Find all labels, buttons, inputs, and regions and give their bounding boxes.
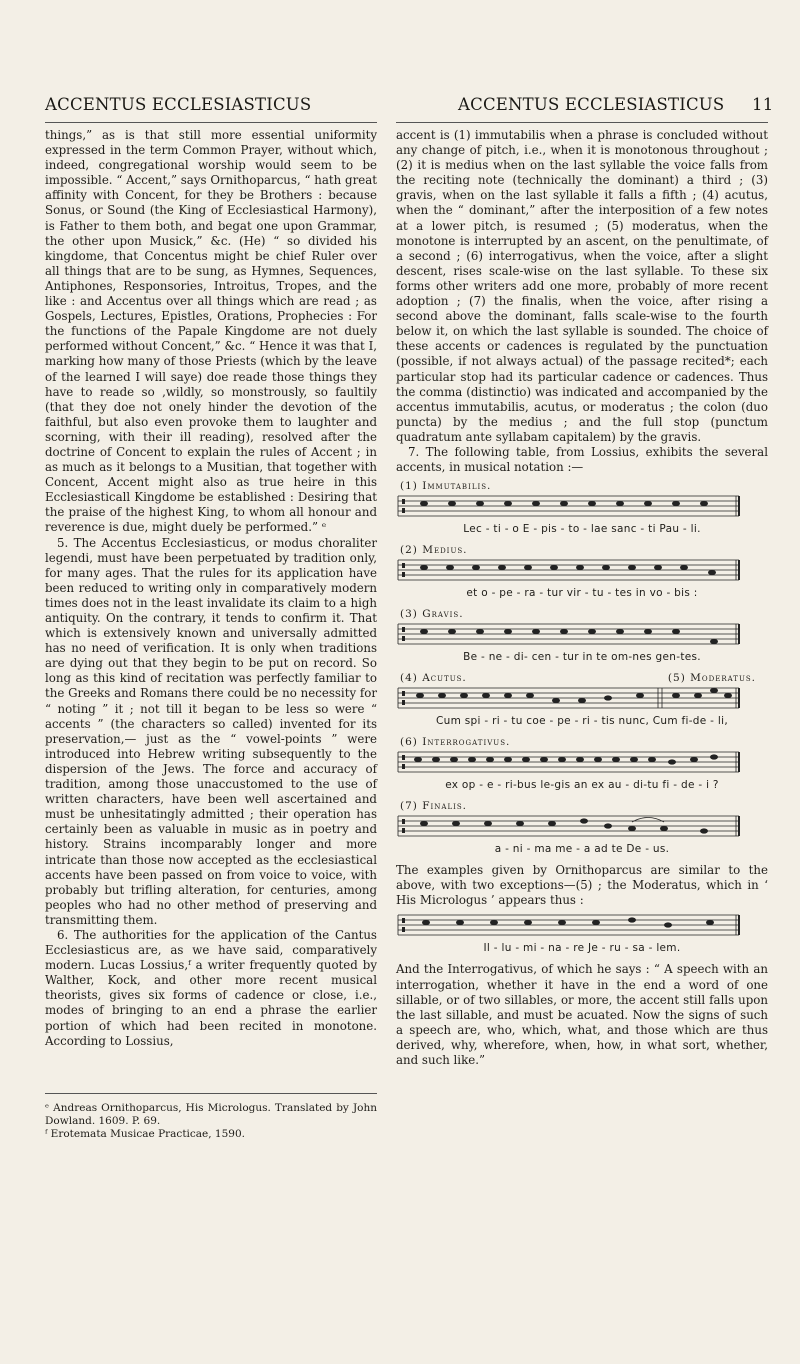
example-lyric: ex op - e - ri-bus le-gis an ex au - di-tu fi - de - i ? xyxy=(445,779,719,792)
music-staff xyxy=(396,621,741,647)
example-moderatus-micrologus xyxy=(396,912,768,956)
example-lyric: Lec - ti - o E - pis - to - lae sanc - ti Pau - li. xyxy=(463,523,701,536)
paragraph-ornithoparcus-examples: The examples given by Ornithoparcus are similar to the above, with two exceptions—(5) ; the Moderatus, which in ‘ His Micrologus ’ appears thus : xyxy=(396,863,768,908)
example-gravis xyxy=(396,607,768,665)
left-column xyxy=(45,128,377,1141)
music-staff xyxy=(396,749,741,775)
example-finalis xyxy=(396,799,768,857)
example-label-acutus: (4) Acutus. xyxy=(400,672,467,685)
music-staff xyxy=(396,493,741,519)
example-lyric: a - ni - ma me - a ad te De - us. xyxy=(494,843,670,856)
left-running-title: ACCENTUS ECCLESIASTICUS xyxy=(45,95,312,114)
running-header xyxy=(0,95,800,119)
example-label-moderatus: (5) Moderatus. xyxy=(667,672,756,685)
paragraph-accent-definitions: accent is (1) immutabilis when a phrase is concluded without any change of pitch, i.e., when it is monotonous throughout ; (2) it is medius when on the last syllable the voice falls from the reciting note (technically the dominant) a third ; (3) gravis, when on the last syllable it falls a fifth ; (4) acutus, when the “ dominant,” after the interposition of a few notes at a lower pitch, is resumed ; (5) moderatus, when the monotone is interrupted by an ascent, on the penultimate, of a second ; (6) interrogativus, when the voice, after a slight descent, rises scale-wise on the last syllable. To these six forms other writers add one more, probably of more recent adoption ; (7) the finalis, when the voice, after rising a second above the dominant, falls scale-wise to the fourth below it, on which the last syllable is sounded. The choice of these accents or cadences is regulated by the punctuation (possible, if not always actual) of the passage recited*; each particular stop had its particular cadence or cadences. Thus the comma (distinctio) was indicated and accompanied by the accentus immutabilis, acutus, or moderatus ; the colon (duo puncta) by the medius ; and the full stop (punctum quadratum ante syllabam capitalem) by the gravis. xyxy=(396,128,768,444)
example-lyric: Be - ne - di- cen - tur in te om-nes gen-tes. xyxy=(463,651,701,664)
example-label: (3) Gravis. xyxy=(400,608,464,621)
paragraph-interrogativus: And the Interrogativus, of which he says : “ A speech with an interrogation, whether it have in the end a word of one sillable, or of two sillables, or more, the accent still falls upon the last sillable, and must be acuated. Now the signs of such a speech are, who, which, what, and those which are thus derived, why, wherefore, when, how, in what sort, whether, and such like.” xyxy=(396,962,768,1067)
example-label: (1) Immutabilis. xyxy=(400,480,492,493)
example-medius xyxy=(396,543,768,601)
paragraph-5: 5. The Accentus Ecclesiasticus, or modus choraliter legendi, must have been perpetuated by tradition only, for many ages. That the rules for its application have been reduced to writing only in comparatively modern times does not in the least invalidate its claim to a high antiquity. On the contrary, it tends to confirm it. That which is extensively known and universally admitted has no need of verification. It is only when traditions are dying out that they begin to be put on record. So long as this kind of recitation was perfectly familiar to the Greeks and Romans there could be no necessity for “ noting ” it ; not till it began to be less so were “ accents ” (the characters so called) invented for its preservation,— just as the “ vowel-points ” were introduced into Hebrew writing subsequently to the dispersion of the Jews. The force and accuracy of tradition, among those unaccustomed to the use of written characters, have been well ascertained and must be unhesitatingly admitted ; their operation has certainly been as valuable in music as in poetry and history. Strains incomparably longer and more intricate than those now accepted as the ecclesiastical accents have been passed on from voice to voice, with probably but trifling alteration, for centuries, among peoples who had no other method of preserving and transmitting them. xyxy=(45,535,377,927)
example-lyric: Cum spi - ri - tu coe - pe - ri - tis nunc, Cum fi-de - li, xyxy=(436,715,728,728)
footnote-f: ᶠ Erotemata Musicae Practicae, 1590. xyxy=(45,1127,245,1140)
paragraph-6: 6. The authorities for the application of the Cantus Ecclesiasticus are, as we have said, comparatively modern. Lucas Lossius,ᶠ a writer frequently quoted by Walther, Kock, and other more recent musical theorists, gives six forms of cadence or close, i.e., modes of bringing to an end a phrase the earlier portion of which had been recited in monotone. According to Lossius, xyxy=(45,927,377,1048)
music-staff xyxy=(396,912,741,938)
page-number: 11 xyxy=(752,95,774,114)
music-staff xyxy=(396,685,741,711)
example-immutabilis xyxy=(396,479,768,537)
example-lyric: et o - pe - ra - tur vir - tu - tes in vo - bis : xyxy=(466,587,698,600)
footnote-e: ᵉ Andreas Ornithoparcus, His Micrologus. Translated by John Dowland. 1609. P. 69. xyxy=(45,1101,377,1127)
example-lyric: Il - lu - mi - na - re Je - ru - sa - lem. xyxy=(483,942,681,955)
paragraph-7: 7. The following table, from Lossius, exhibits the several accents, in musical notation :— xyxy=(396,444,768,475)
example-label: (7) Finalis. xyxy=(400,800,467,813)
right-running-title: ACCENTUS ECCLESIASTICUS xyxy=(458,95,725,114)
example-label: (6) Interrogativus. xyxy=(400,736,511,749)
music-staff xyxy=(396,557,741,583)
right-column xyxy=(396,128,768,1068)
example-label: (2) Medius. xyxy=(400,544,468,557)
example-interrogativus xyxy=(396,735,768,793)
left-header-rule xyxy=(45,122,377,123)
example-label-pair xyxy=(400,671,756,685)
paragraph-ornithoparcus: things,” as is that still more essential uniformity expressed in the term Common Prayer, without which, indeed, congregational worship would seem to be impossible. “ Accent,” says Ornithoparcus, “ hath great affinity with Concent, for they be Brothers : because Sonus, or Sound (the King of Ecclesiastical Harmony), is Father to them both, and begat one upon Grammar, the other upon Musick,” &c. (He) “ so divided his kingdome, that Concentus might be chief Ruler over all things that are to be sung, as Hymnes, Sequences, Antiphones, Responsories, Introitus, Tropes, and the like : and Accentus over all things which are read ; as Gospels, Lectures, Epistles, Orations, Prophecies : For the functions of the Papale Kingdome are not duely performed without Concent,” &c. “ Hence it was that I, marking how many of those Priests (which by the leave of the learned I will saye) doe reade those things they have to reade so ,wildly, so monstrously, so faultily (that they doe not onely hinder the devotion of the faithful, but also even provoke them to laughter and scorning, with their ill reading), resolved after the doctrine of Concent to explain the rules of Accent ; in as much as it belongs to a Musitian, that together with Concent, Accent might also as true heire in this Ecclesiasticall Kingdome be established : Desiring that the praise of the highest King, to whom all honour and reverence is due, might duely be performed.” ᵉ xyxy=(45,128,377,535)
footnote-rule xyxy=(45,1093,377,1094)
music-staff xyxy=(396,813,741,839)
right-header-rule xyxy=(396,122,768,123)
example-acutus-moderatus xyxy=(396,671,768,729)
